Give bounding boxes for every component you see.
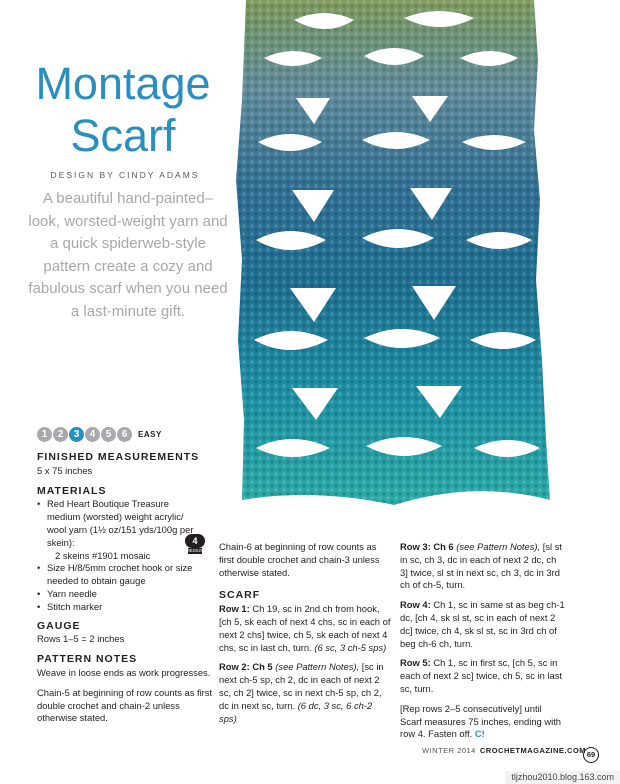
gauge-text: Rows 1–5 = 2 inches — [37, 633, 125, 645]
row-5-instructions: Row 5: Ch 1, sc in first sc, [ch 5, sc in each of next 2 sc] twice, ch 5, sc in last sc, turn. — [400, 657, 563, 694]
watermark: tljzhou2010.blog.163.com — [505, 771, 620, 784]
skill-dot: 2 — [53, 427, 68, 442]
list-item: • Size H/8/5mm crochet hook or size needed to obtain gauge — [37, 562, 217, 588]
scarf-heading: SCARF — [219, 589, 261, 602]
notes-heading: PATTERN NOTES — [37, 653, 138, 666]
designer-credit: DESIGN BY CINDY ADAMS — [50, 170, 200, 180]
row-1-instructions: Row 1: Ch 19, sc in 2nd ch from hook, [ch 5, sk each of next 4 chs, sc in each of next 2 chs] twice, ch 5, sk each of next 4 chs, sc in last ch, turn. (6 sc, 3 ch-5 sps) — [219, 603, 391, 653]
skill-level — [37, 427, 162, 442]
list-item: • Stitch marker — [37, 601, 217, 614]
column-2 — [219, 541, 392, 732]
skill-dot-current: 3 — [69, 427, 84, 442]
scarf-photo — [234, 0, 555, 510]
yarn-weight-label: MEDIUM — [185, 547, 205, 553]
issue-label: WINTER 2014 — [422, 746, 476, 755]
page-footer — [422, 746, 586, 755]
end-mark: C! — [474, 728, 485, 740]
materials-list — [37, 498, 217, 613]
materials-section — [37, 485, 217, 614]
list-item: • Yarn needle — [37, 588, 217, 601]
row-3-instructions: Row 3: Ch 6 (see Pattern Notes), [sl st in sc, ch 3, dc in each of next 2 dc, ch 3] twice, sl st in next sc, ch 3, dc in 3rd ch of ch-5, turn. — [400, 541, 563, 591]
skill-dot: 6 — [117, 427, 132, 442]
notes-paragraph: Weave in loose ends as work progresses. — [37, 666, 211, 678]
notes-paragraph: Chain-6 at beginning of row counts as first double crochet and chain-3 unless otherwise stated. — [219, 541, 380, 578]
intro-dek: A beautiful hand-painted–look, worsted-weight yarn and a quick spiderweb-style pattern create a cozy and fabulous scarf when you need a last-minute gift. — [28, 190, 228, 320]
site-link[interactable]: CROCHETMAGAZINE.COM — [479, 746, 587, 755]
finished-text: 5 x 75 inches — [37, 464, 93, 476]
page-title: Montage Scarf — [35, 58, 211, 161]
row-2-instructions: Row 2: Ch 5 (see Pattern Notes), [sc in next ch-5 sp, ch 2, dc in each of next 2 sc, ch 2] twice, sc in next ch-5 sp, ch 2, dc in next sc, turn. (6 dc, 3 sc, 6 ch-2 sps) — [219, 661, 384, 724]
finished-heading: FINISHED MEASUREMENTS — [37, 451, 200, 463]
materials-heading: MATERIALS — [37, 484, 107, 497]
yarn-weight-number: 4 — [192, 535, 198, 546]
column-1 — [37, 451, 217, 732]
column-3 — [400, 541, 565, 748]
row-4-instructions: Row 4: Ch 1, sc in same st as beg ch-1 dc, [ch 4, sk sl st, sc in each of next 2 dc] twice, ch 4, sk sl st, sc in 3rd ch of beg ch-6 ch, turn. — [400, 599, 565, 649]
gauge-heading: GAUGE — [37, 619, 81, 632]
repeat-instructions: [Rep rows 2–5 consecutively] until Scarf measures 75 inches, ending with row 4. Fasten off. C! — [400, 702, 562, 740]
list-item: • Red Heart Boutique Treasure medium (worsted) weight acrylic/ wool yarn (1½ oz/151 yds/100g per skein): 2 skeins #1901 mosaic — [37, 498, 217, 562]
skill-dot: 1 — [37, 427, 52, 442]
skill-dot: 4 — [85, 427, 100, 442]
skill-dot: 5 — [101, 427, 116, 442]
page-number: 69 — [583, 747, 599, 763]
skill-level-label: EASY — [138, 430, 162, 439]
notes-paragraph: Chain-5 at beginning of row counts as first double crochet and chain-2 unless otherwise stated. — [37, 686, 213, 724]
